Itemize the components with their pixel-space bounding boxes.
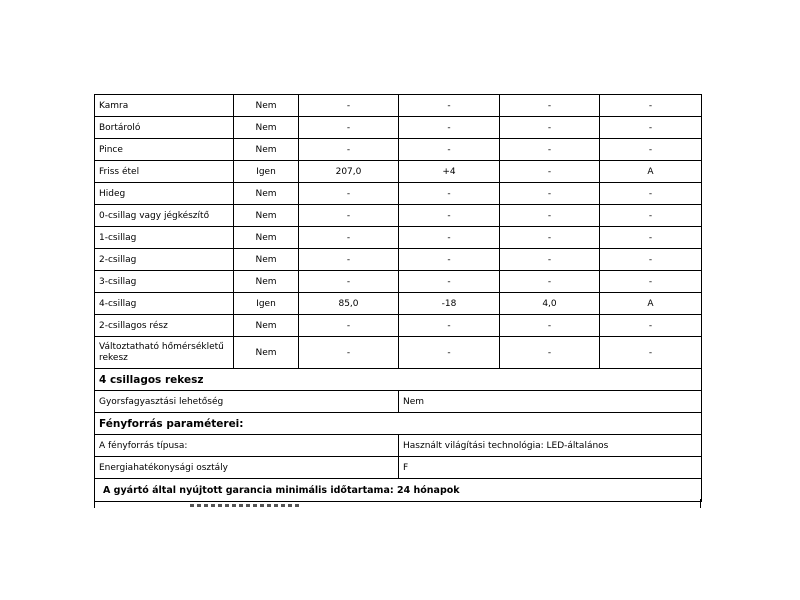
- compartment-volume: -: [299, 117, 399, 139]
- compartment-temperature: -: [399, 337, 500, 369]
- compartment-volume: -: [299, 227, 399, 249]
- energy-data-sheet: [94, 94, 701, 502]
- compartment-climate-class: -: [600, 205, 702, 227]
- compartment-name: 4-csillag: [95, 293, 234, 315]
- compartment-volume: -: [299, 139, 399, 161]
- compartment-name: Bortároló: [95, 117, 234, 139]
- compartment-volume: 85,0: [299, 293, 399, 315]
- light-class-value: F: [399, 457, 702, 479]
- compartment-name: 2-csillagos rész: [95, 315, 234, 337]
- compartment-temperature: -: [399, 139, 500, 161]
- compartment-climate-class: A: [600, 293, 702, 315]
- compartment-temperature: -: [399, 227, 500, 249]
- table-row: [95, 315, 702, 337]
- cut-off-row: [94, 499, 701, 508]
- fast-freeze-label: Gyorsfagyasztási lehetőség: [95, 391, 399, 413]
- compartment-climate-class: -: [600, 227, 702, 249]
- compartment-temperature: -: [399, 249, 500, 271]
- light-type-value: Használt világítási technológia: LED-általános: [399, 435, 702, 457]
- compartment-climate-class: -: [600, 117, 702, 139]
- extra-sections: [95, 369, 702, 502]
- fast-freeze-value: Nem: [399, 391, 702, 413]
- compartment-present: Nem: [234, 95, 299, 117]
- compartment-name: Változtatható hőmérsékletű rekesz: [95, 337, 234, 369]
- compartment-climate-class: -: [600, 271, 702, 293]
- compartment-freezing-capacity: -: [500, 95, 600, 117]
- compartment-volume: -: [299, 337, 399, 369]
- compartment-temperature: -: [399, 315, 500, 337]
- compartment-temperature: -: [399, 183, 500, 205]
- compartment-rows: [95, 95, 702, 369]
- compartment-climate-class: -: [600, 139, 702, 161]
- compartment-present: Nem: [234, 249, 299, 271]
- compartment-name: Kamra: [95, 95, 234, 117]
- compartment-freezing-capacity: -: [500, 205, 600, 227]
- compartment-freezing-capacity: -: [500, 271, 600, 293]
- table-row: [95, 227, 702, 249]
- section-row: [95, 413, 702, 435]
- compartment-freezing-capacity: -: [500, 183, 600, 205]
- table-row: [95, 337, 702, 369]
- compartment-volume: -: [299, 205, 399, 227]
- compartment-present: Nem: [234, 271, 299, 293]
- table-left-edge: [94, 499, 95, 508]
- compartment-volume: -: [299, 249, 399, 271]
- compartment-temperature: -: [399, 117, 500, 139]
- compartment-name: Friss étel: [95, 161, 234, 183]
- table-right-edge: [700, 499, 701, 508]
- section-row: [95, 369, 702, 391]
- table-row: [95, 139, 702, 161]
- table-row: [95, 249, 702, 271]
- compartment-name: Hideg: [95, 183, 234, 205]
- compartment-climate-class: A: [600, 161, 702, 183]
- light-class-label: Energiahatékonysági osztály: [95, 457, 399, 479]
- compartment-volume: -: [299, 95, 399, 117]
- table-row: [95, 271, 702, 293]
- table-row: [95, 117, 702, 139]
- table-row: [95, 161, 702, 183]
- compartment-freezing-capacity: -: [500, 117, 600, 139]
- compartment-climate-class: -: [600, 183, 702, 205]
- compartment-name: 0-csillag vagy jégkészítő: [95, 205, 234, 227]
- compartment-table: [94, 94, 702, 502]
- compartment-temperature: -: [399, 271, 500, 293]
- compartment-present: Nem: [234, 139, 299, 161]
- fast-freeze-row: [95, 391, 702, 413]
- compartment-freezing-capacity: -: [500, 249, 600, 271]
- compartment-volume: -: [299, 315, 399, 337]
- compartment-climate-class: -: [600, 249, 702, 271]
- compartment-climate-class: -: [600, 95, 702, 117]
- light-class-row: [95, 457, 702, 479]
- four-star-section-title: 4 csillagos rekesz: [95, 369, 702, 391]
- compartment-freezing-capacity: -: [500, 139, 600, 161]
- compartment-present: Nem: [234, 315, 299, 337]
- compartment-name: 2-csillag: [95, 249, 234, 271]
- clipped-text: [190, 504, 300, 507]
- table-row: [95, 183, 702, 205]
- compartment-climate-class: -: [600, 337, 702, 369]
- compartment-temperature: +4: [399, 161, 500, 183]
- compartment-present: Nem: [234, 205, 299, 227]
- compartment-present: Nem: [234, 227, 299, 249]
- compartment-name: 3-csillag: [95, 271, 234, 293]
- compartment-present: Nem: [234, 183, 299, 205]
- compartment-volume: -: [299, 271, 399, 293]
- table-row: [95, 95, 702, 117]
- compartment-volume: 207,0: [299, 161, 399, 183]
- compartment-present: Nem: [234, 337, 299, 369]
- compartment-freezing-capacity: -: [500, 337, 600, 369]
- light-type-row: [95, 435, 702, 457]
- table-row: [95, 293, 702, 315]
- compartment-temperature: -18: [399, 293, 500, 315]
- light-type-label: A fényforrás típusa:: [95, 435, 399, 457]
- compartment-name: 1-csillag: [95, 227, 234, 249]
- compartment-present: Igen: [234, 293, 299, 315]
- compartment-temperature: -: [399, 95, 500, 117]
- compartment-temperature: -: [399, 205, 500, 227]
- compartment-freezing-capacity: -: [500, 315, 600, 337]
- light-section-title: Fényforrás paraméterei:: [95, 413, 702, 435]
- compartment-freezing-capacity: 4,0: [500, 293, 600, 315]
- compartment-freezing-capacity: -: [500, 227, 600, 249]
- compartment-present: Igen: [234, 161, 299, 183]
- table-row: [95, 205, 702, 227]
- compartment-present: Nem: [234, 117, 299, 139]
- compartment-climate-class: -: [600, 315, 702, 337]
- compartment-volume: -: [299, 183, 399, 205]
- compartment-name: Pince: [95, 139, 234, 161]
- warranty-text: A gyártó által nyújtott garancia minimális időtartama: 24 hónapok: [95, 479, 702, 502]
- compartment-freezing-capacity: -: [500, 161, 600, 183]
